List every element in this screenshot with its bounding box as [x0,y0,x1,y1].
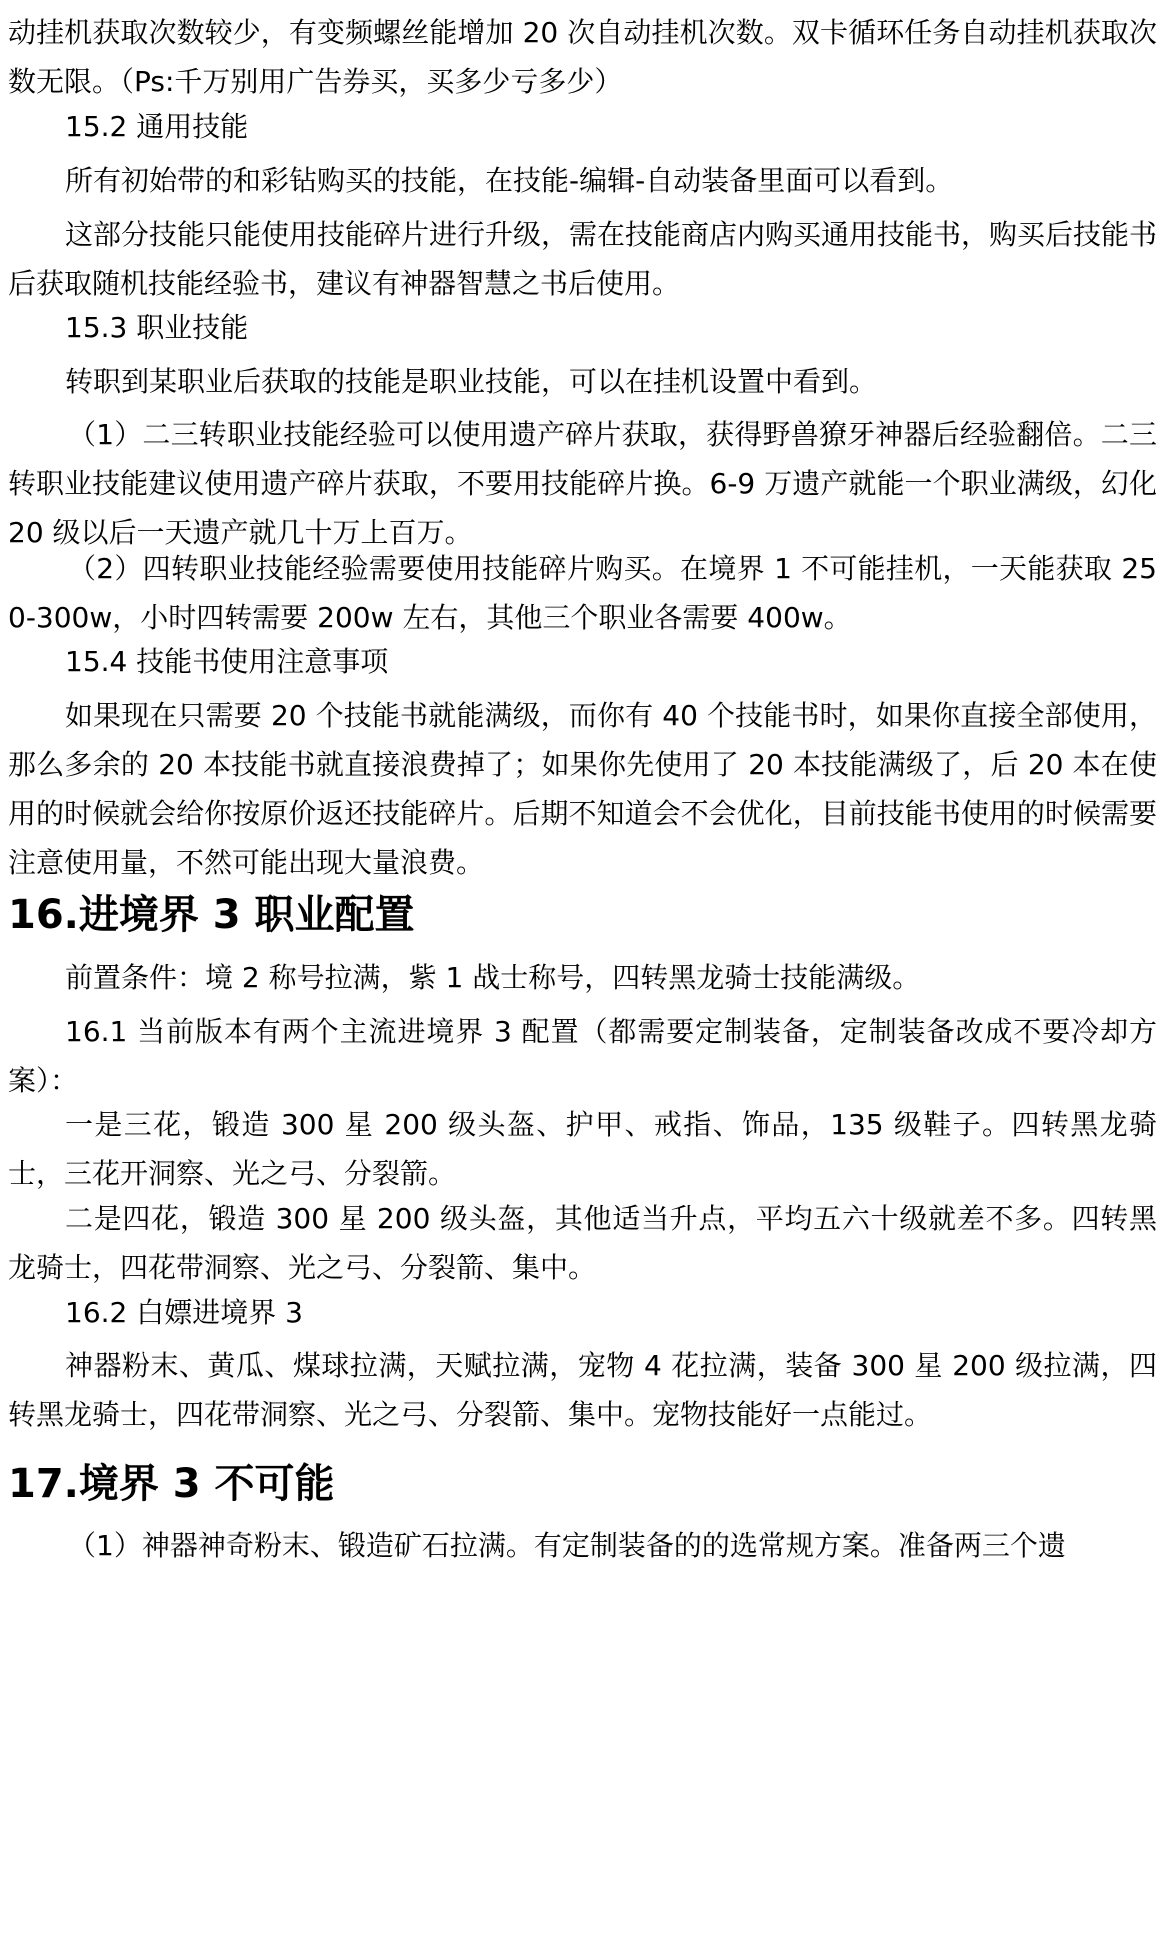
paragraph-16-1-configs: 16.1 当前版本有两个主流进境界 3 配置（都需要定制装备，定制装备改成不要冷却方案）： [8,1015,1157,1097]
paragraph-auto-idle-count: 动挂机获取次数较少，有变频螺丝能增加 20 次自动挂机次数。双卡循环任务自动挂机获取次数无限。（Ps:千万别用广告券买，买多少亏多少） [8,16,1157,98]
paragraph-general-skills-upgrade: 这部分技能只能使用技能碎片进行升级，需在技能商店内购买通用技能书，购买后技能书后获取随机技能经验书，建议有神器智慧之书后使用。 [8,218,1158,300]
paragraph-class-skills-2-3: （1）二三转职业技能经验可以使用遗产碎片获取，获得野兽獠牙神器后经验翻倍。二三转职业技能建议使用遗产碎片获取，不要用技能碎片换。6-9 万遗产就能一个职业满级，幻化 20 级以后一天遗产就几十万上百万。 [8,418,1157,549]
paragraph-prerequisites: 前置条件：境 2 称号拉满，紫 1 战士称号，四转黑龙骑士技能满级。 [65,961,921,994]
section-15-4-title: 15.4 技能书使用注意事项 [65,645,389,678]
paragraph-config-four-flower: 二是四花，锻造 300 星 200 级头盔，其他适当升点，平均五六十级就差不多。四转黑龙骑士，四花带洞察、光之弓、分裂箭、集中。 [8,1202,1157,1284]
paragraph-skill-book-notes: 如果现在只需要 20 个技能书就能满级，而你有 40 个技能书时，如果你直接全部使用，那么多余的 20 本技能书就直接浪费掉了；如果你先使用了 20 本技能满级了，后 20 本在使用的时候就会给你按原价返还技能碎片。后期不知道会不会优化，目前技能书使用的时候需要注意使用量，不然可能出现大量浪费。 [8,699,1157,879]
paragraph-class-skills-4: （2）四转职业技能经验需要使用技能碎片购买。在境界 1 不可能挂机，一天能获取 250-300w，小时四转需要 200w 左右，其他三个职业各需要 400w。 [8,552,1157,634]
paragraph-section-17-item-1: （1）神器神奇粉末、锻造矿石拉满。有定制装备的的选常规方案。准备两三个遗 [68,1529,1066,1562]
heading-section-17: 17.境界 3 不可能 [8,1461,335,1507]
section-16-2-title: 16.2 白嫖进境界 3 [65,1296,303,1329]
heading-section-16: 16.进境界 3 职业配置 [8,892,415,938]
paragraph-config-three-flower: 一是三花，锻造 300 星 200 级头盔、护甲、戒指、饰品，135 级鞋子。四转黑龙骑士，三花开洞察、光之弓、分裂箭。 [8,1108,1157,1190]
paragraph-class-skills-intro: 转职到某职业后获取的技能是职业技能，可以在挂机设置中看到。 [65,365,878,398]
section-15-3-title: 15.3 职业技能 [65,311,249,344]
paragraph-free-route: 神器粉末、黄瓜、煤球拉满，天赋拉满，宠物 4 花拉满，装备 300 星 200 级拉满，四转黑龙骑士，四花带洞察、光之弓、分裂箭、集中。宠物技能好一点能过。 [8,1349,1157,1431]
paragraph-general-skills-location: 所有初始带的和彩钻购买的技能，在技能-编辑-自动装备里面可以看到。 [65,164,954,197]
section-15-2-title: 15.2 通用技能 [65,110,249,143]
